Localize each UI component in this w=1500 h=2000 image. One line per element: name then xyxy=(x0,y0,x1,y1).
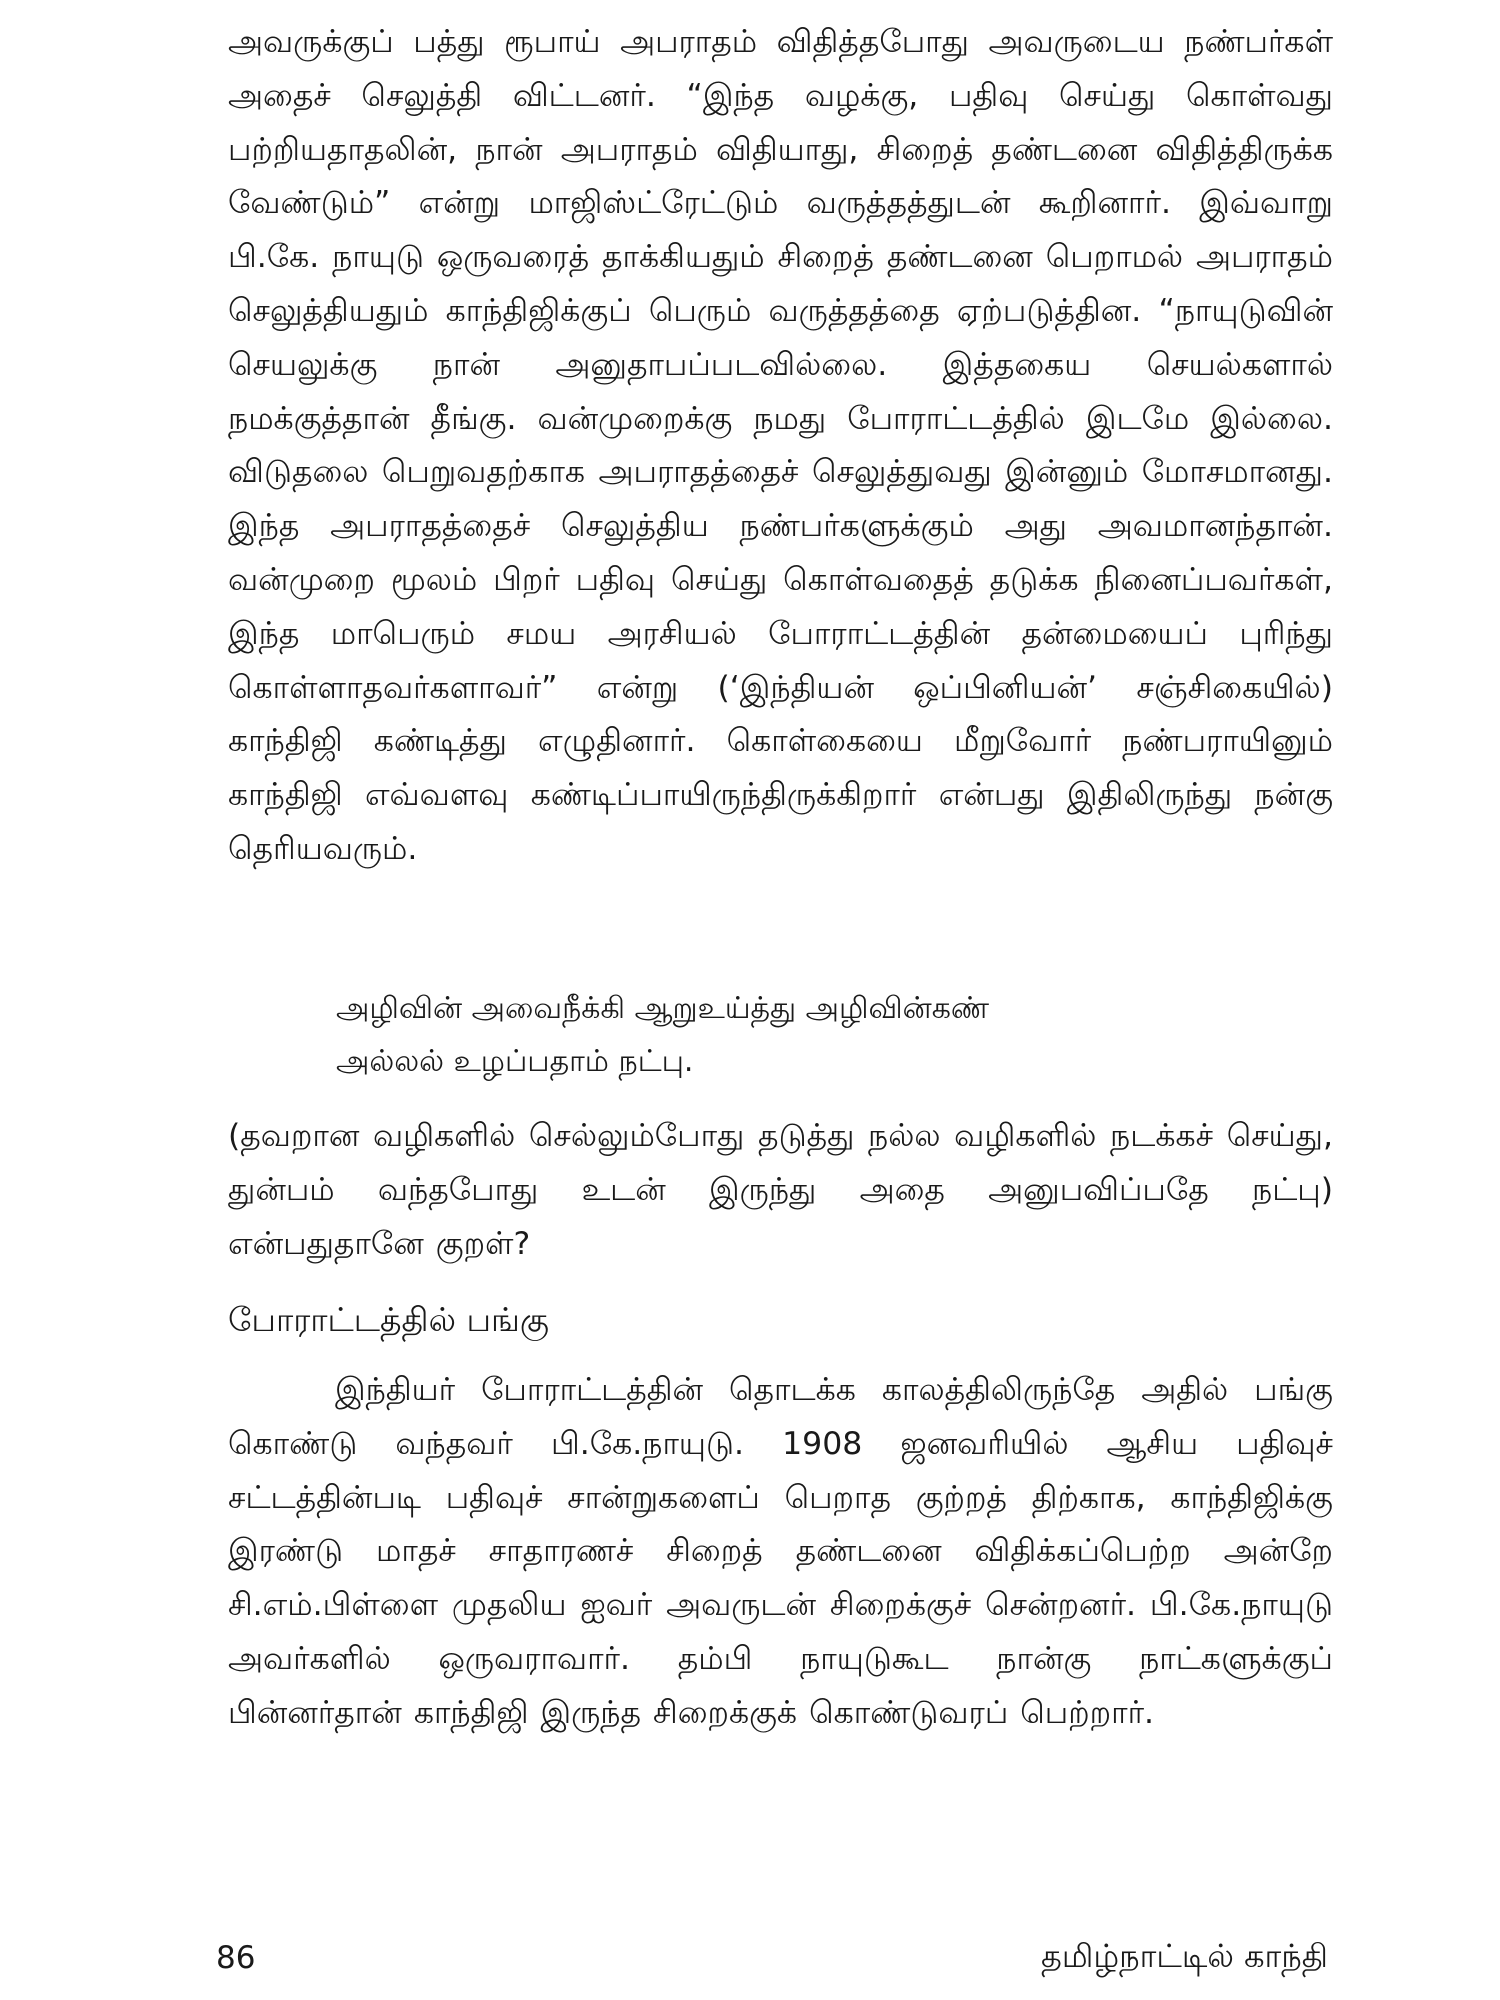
section-heading: போராட்டத்தில் பங்கு xyxy=(228,1300,550,1339)
verse-line: அல்லல் உழப்பதாம் நட்பு. xyxy=(336,1044,694,1079)
verse-explanation-paragraph: (தவறான வழிகளில் செல்லும்போது தடுத்து நல்ல வழிகளில் நடக்கச் செய்து, துன்பம் வந்தபோது உடன் இருந்து அதை அனுபவிப்பதே நட்பு) என்பதுதானே குறள்? xyxy=(228,1118,1333,1262)
body-paragraph: அவருக்குப் பத்து ரூபாய் அபராதம் விதித்தபோது அவருடைய நண்பர்கள் அதைச் செலுத்தி விட்டனர். “இந்த வழக்கு, பதிவு செய்து கொள்வது பற்றியதாதலின், நான் அபராதம் விதியாது, சிறைத் தண்டனை விதித்திருக்க வேண்டும்” என்று மாஜிஸ்ட்ரேட்டும் வருத்தத்துடன் கூறினார். இவ்வாறு பி.கே. நாயுடு ஒருவரைத் தாக்கியதும் சிறைத் தண்டனை பெறாமல் அபராதம் செலுத்தியதும் காந்திஜிக்குப் பெரும் வருத்தத்தை ஏற்படுத்தின. “நாயுடுவின் செயலுக்கு நான் அனுதாபப்படவில்லை. இத்தகைய செயல்களால் நமக்குத்தான் தீங்கு. வன்முறைக்கு நமது போராட்டத்தில் இடமே இல்லை. விடுதலை பெறுவதற்காக அபராதத்தைச் செலுத்துவது இன்னும் மோசமானது. இந்த அபராதத்தைச் செலுத்திய நண்பர்களுக்கும் அது அவமானந்தான். வன்முறை மூலம் பிறர் பதிவு செய்து கொள்வதைத் தடுக்க நினைப்பவர்கள், இந்த மாபெரும் சமய அரசியல் போராட்டத்தின் தன்மையைப் புரிந்து கொள்ளாதவர்களாவர்” என்று (‘இந்தியன் ஒப்பினியன்’ சஞ்சிகையில்) காந்திஜி கண்டித்து எழுதினார். கொள்கையை மீறுவோர் நண்பராயினும் காந்திஜி எவ்வளவு கண்டிப்பாயிருந்திருக்கிறார் என்பது இதிலிருந்து நன்கு தெரியவரும். xyxy=(228,24,1333,867)
page-number: 86 xyxy=(216,1940,256,1976)
verse-line: அழிவின் அவைநீக்கி ஆறுஉய்த்து அழிவின்கண் xyxy=(336,991,990,1026)
body-paragraph: இந்தியர் போராட்டத்தின் தொடக்க காலத்திலிருந்தே அதில் பங்கு கொண்டு வந்தவர் பி.கே.நாயுடு. 1908 ஜனவரியில் ஆசிய பதிவுச் சட்டத்தின்படி பதிவுச் சான்றுகளைப் பெறாத குற்றத் திற்காக, காந்திஜிக்கு இரண்டு மாதச் சாதாரணச் சிறைத் தண்டனை விதிக்கப்பெற்ற அன்றே சி.எம்.பிள்ளை முதலிய ஐவர் அவருடன் சிறைக்குச் சென்றனர். பி.கே.நாயுடு அவர்களில் ஒருவராவார். தம்பி நாயுடுகூட நான்கு நாட்களுக்குப் பின்னர்தான் காந்திஜி இருந்த சிறைக்குக் கொண்டுவரப் பெற்றார். xyxy=(228,1372,1333,1731)
running-title: தமிழ்நாட்டில் காந்தி xyxy=(1041,1937,1328,1975)
kural-verse xyxy=(336,982,989,1088)
